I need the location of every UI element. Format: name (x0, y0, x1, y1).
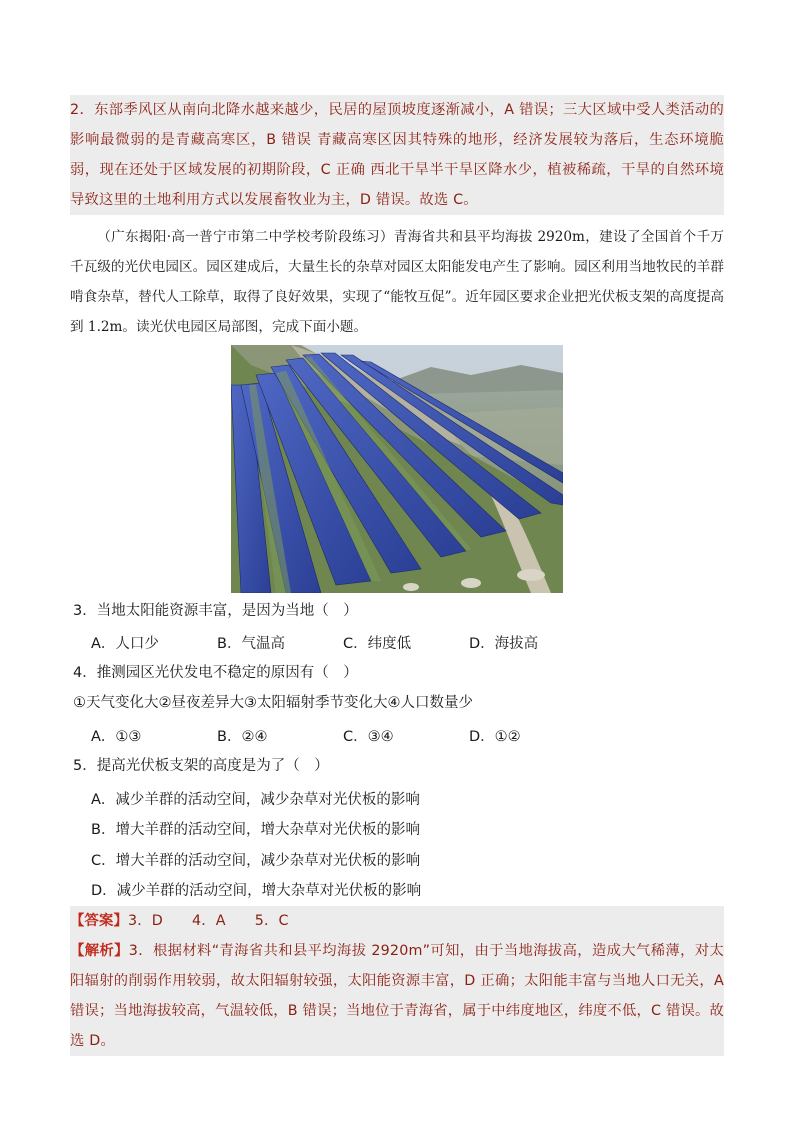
q3-option-c[interactable]: C．纬度低 (343, 636, 412, 652)
question-5-stem: 5．提高光伏板支架的高度是为了（ ） (73, 758, 329, 774)
q5-option-a[interactable]: A．减少羊群的活动空间，减少杂草对光伏板的影响 (91, 792, 420, 808)
previous-analysis-block (70, 95, 724, 215)
material-paragraph (70, 222, 724, 342)
q5-option-b[interactable]: B．增大羊群的活动空间，增大杂草对光伏板的影响 (91, 822, 420, 838)
explanation-paragraph (70, 936, 724, 1056)
question-4-options (91, 725, 595, 746)
answer-explanation-block (70, 906, 724, 1056)
q4-option-d[interactable]: D．①② (469, 729, 521, 745)
answer-line (70, 906, 724, 936)
previous-analysis-text: 2．东部季风区从南向北降水越来越少，民居的屋顶坡度逐渐减小，A 错误；三大区域中受人类活动的影响最微弱的是青藏高寒区，B 错误 青藏高寒区因其特殊的地形，经济发展较为落后，生态环境脆弱，现在还处于区域发展的初期阶段，C 正确 西北干旱半干旱区降水少，植被稀疏，干旱的自然环境导致这里的土地利用方式以发展畜牧业为主，D 错误。故选 C。 (70, 102, 724, 208)
material-source: （广东揭阳·高一普宁市第二中学校考阶段练习） (97, 229, 394, 245)
q4-option-b[interactable]: B．②④ (217, 729, 268, 745)
answer-label: 【答案】 (70, 913, 128, 929)
material-text: 青海省共和县平均海拔 2920m，建设了全国首个千万千瓦级的光伏电园区。园区建成后，大量生长的杂草对园区太阳能发电产生了影响。园区利用当地牧民的羊群啃食杂草，替代人工除草，取得了良好效果，实现了“能牧互促”。近年园区要求企业把光伏板支架的高度提高到 1.2m。读光伏电园区局部图，完成下面小题。 (70, 229, 724, 335)
q5-option-d[interactable]: D．减少羊群的活动空间，增大杂草对光伏板的影响 (91, 883, 422, 899)
q5-option-c[interactable]: C．增大羊群的活动空间，减少杂草对光伏板的影响 (91, 853, 421, 869)
q4-option-c[interactable]: C．③④ (343, 729, 394, 745)
question-4-stem: 4．推测园区光伏发电不稳定的原因有（ ） (73, 665, 358, 681)
explanation-label: 【解析】 (70, 943, 129, 959)
q4-option-a[interactable]: A．①③ (91, 729, 142, 745)
solar-park-photo (231, 345, 563, 593)
answer-text: 3．D 4．A 5．C (128, 913, 289, 929)
question-3-stem: 3．当地太阳能资源丰富，是因为当地（ ） (73, 603, 358, 619)
q3-option-b[interactable]: B．气温高 (217, 636, 285, 652)
q3-option-a[interactable]: A．人口少 (91, 636, 159, 652)
question-4-items: ①天气变化大②昼夜差异大③太阳辐射季节变化大④人口数量少 (73, 695, 473, 711)
explanation-text: 3．根据材料“青海省共和县平均海拔 2920m”可知，由于当地海拔高，造成大气稀薄，对太阳辐射的削弱作用较弱，故太阳辐射较强，太阳能资源丰富，D 正确；太阳能丰富与当地人口无关，A 错误；当地海拔较高，气温较低，B 错误；当地位于青海省，属于中纬度地区，纬度不低，C 错误。故选 D。 (70, 943, 724, 1049)
q3-option-d[interactable]: D．海拔高 (469, 636, 539, 652)
question-3-options (91, 632, 595, 653)
